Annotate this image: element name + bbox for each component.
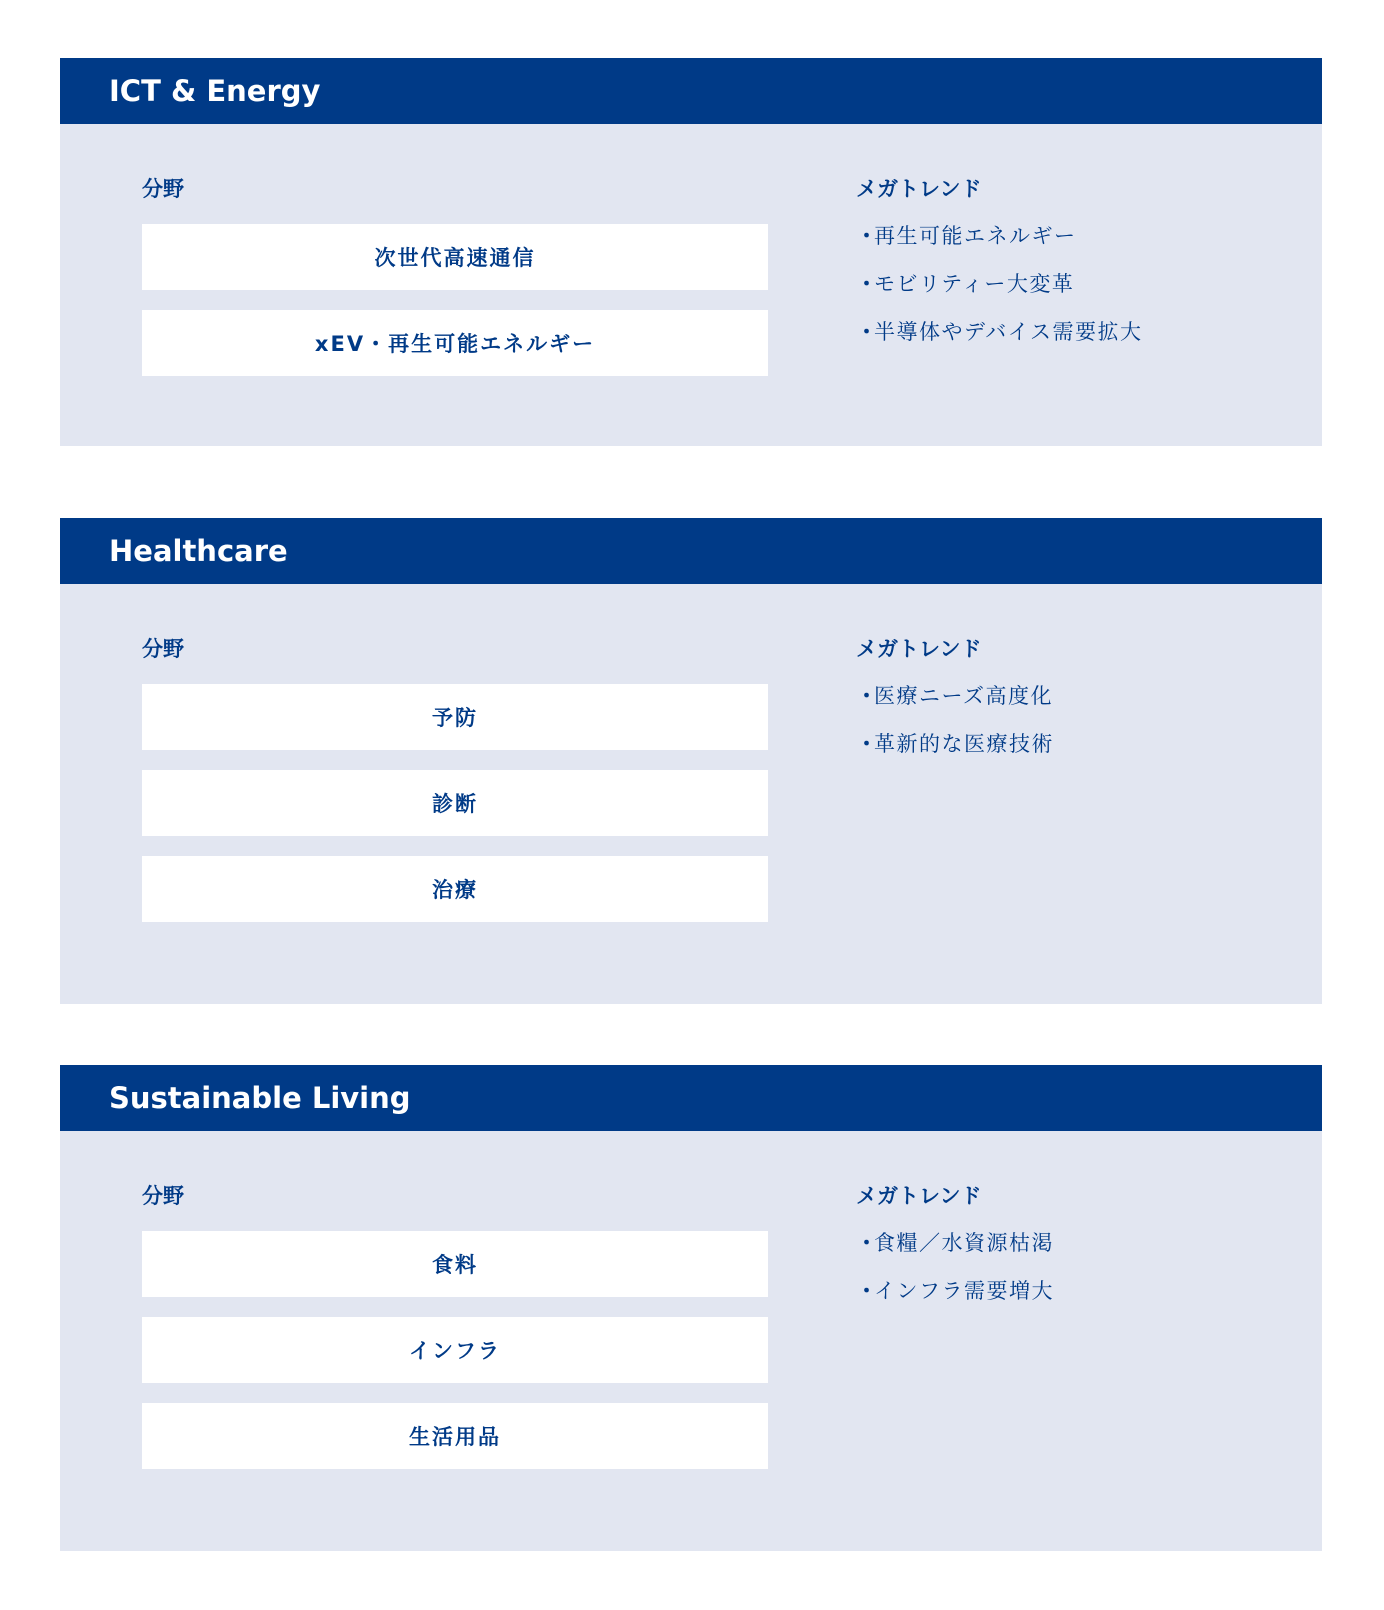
fields-label: 分野 — [142, 1184, 184, 1208]
bullet-icon: ・ — [856, 1231, 879, 1255]
megatrend-text: 食糧／水資源枯渇 — [874, 1231, 1054, 1255]
megatrends-label: メガトレンド — [856, 1184, 982, 1208]
fields-label: 分野 — [142, 637, 184, 661]
section-title: ICT & Energy — [60, 58, 1322, 124]
field-box: xEV・再生可能エネルギー — [142, 310, 768, 376]
megatrend-list — [856, 1219, 1296, 1315]
megatrend-text: 再生可能エネルギー — [874, 224, 1077, 248]
section-title: Healthcare — [60, 518, 1322, 584]
megatrends-column — [856, 636, 1296, 768]
megatrend-item — [856, 308, 1296, 356]
megatrend-text: モビリティー大変革 — [874, 272, 1075, 296]
field-box: 治療 — [142, 856, 768, 922]
field-box: 診断 — [142, 770, 768, 836]
megatrends-column — [856, 1183, 1296, 1315]
megatrend-text: インフラ需要増大 — [874, 1279, 1054, 1303]
fields-column — [142, 1183, 768, 1489]
megatrend-list — [856, 672, 1296, 768]
megatrend-item — [856, 720, 1296, 768]
fields-column — [142, 636, 768, 942]
field-box: 食料 — [142, 1231, 768, 1297]
bullet-icon: ・ — [856, 224, 879, 248]
megatrend-item — [856, 1219, 1296, 1267]
bullet-icon: ・ — [856, 684, 879, 708]
field-box: 生活用品 — [142, 1403, 768, 1469]
megatrend-text: 革新的な医療技術 — [874, 732, 1054, 756]
megatrends-label: メガトレンド — [856, 177, 982, 201]
field-box: 予防 — [142, 684, 768, 750]
megatrend-item — [856, 672, 1296, 720]
fields-column — [142, 176, 768, 396]
fields-label: 分野 — [142, 177, 184, 201]
section-sustainable-living — [60, 1065, 1322, 1551]
megatrend-item — [856, 1267, 1296, 1315]
field-box: 次世代高速通信 — [142, 224, 768, 290]
megatrend-text: 半導体やデバイス需要拡大 — [874, 320, 1143, 344]
megatrend-list — [856, 212, 1296, 356]
section-title: Sustainable Living — [60, 1065, 1322, 1131]
bullet-icon: ・ — [856, 1279, 879, 1303]
megatrend-item — [856, 260, 1296, 308]
section-ict-energy — [60, 58, 1322, 446]
megatrends-label: メガトレンド — [856, 637, 982, 661]
bullet-icon: ・ — [856, 320, 879, 344]
section-healthcare — [60, 518, 1322, 1004]
bullet-icon: ・ — [856, 272, 879, 296]
bullet-icon: ・ — [856, 732, 879, 756]
megatrend-text: 医療ニーズ高度化 — [874, 684, 1053, 708]
megatrends-column — [856, 176, 1296, 356]
field-box: インフラ — [142, 1317, 768, 1383]
megatrend-item — [856, 212, 1296, 260]
